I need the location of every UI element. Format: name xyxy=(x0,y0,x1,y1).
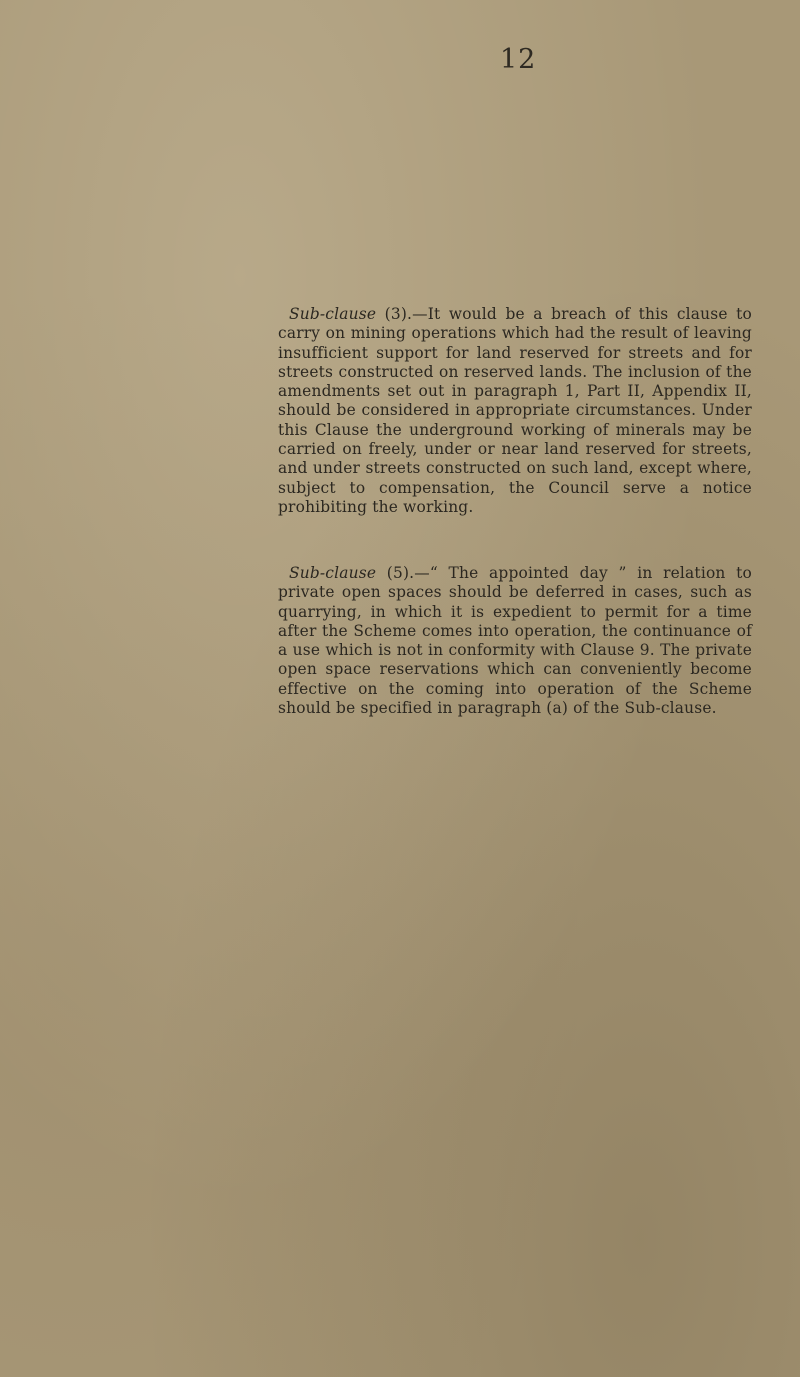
paragraph-sub-clause-3 xyxy=(278,305,752,517)
paragraph-lead: Sub-clause xyxy=(289,305,377,323)
page-number: 12 xyxy=(500,44,537,75)
paragraph-text: (5).—“ The appointed day ” in relation to private open spaces should be deferred in cases, such as quarrying, in which it is expedient to permit for a time after the Scheme comes into operation, the continuance of a use which is not in conformity with Clause 9. The private open space reservations which can conveniently become effective on the coming into operation of the Scheme should be specified in paragraph (a) of the Sub-clause. xyxy=(278,564,752,718)
paragraph-text: (3).—It would be a breach of this clause to carry on mining operations which had the result of leaving insufficient support for land reserved for streets and for streets constructed on reserved lands. The inclusion of the amendments set out in paragraph 1, Part II, Appendix II, should be considered in appropriate circumstances. Under this Clause the underground working of minerals may be carried on freely, under or near land reserved for streets, and under streets constructed on such land, except where, subject to compensation, the Council serve a notice prohibiting the working. xyxy=(278,305,752,516)
paragraph-lead: Sub-clause xyxy=(289,564,377,582)
paragraph-sub-clause-5 xyxy=(278,564,752,718)
